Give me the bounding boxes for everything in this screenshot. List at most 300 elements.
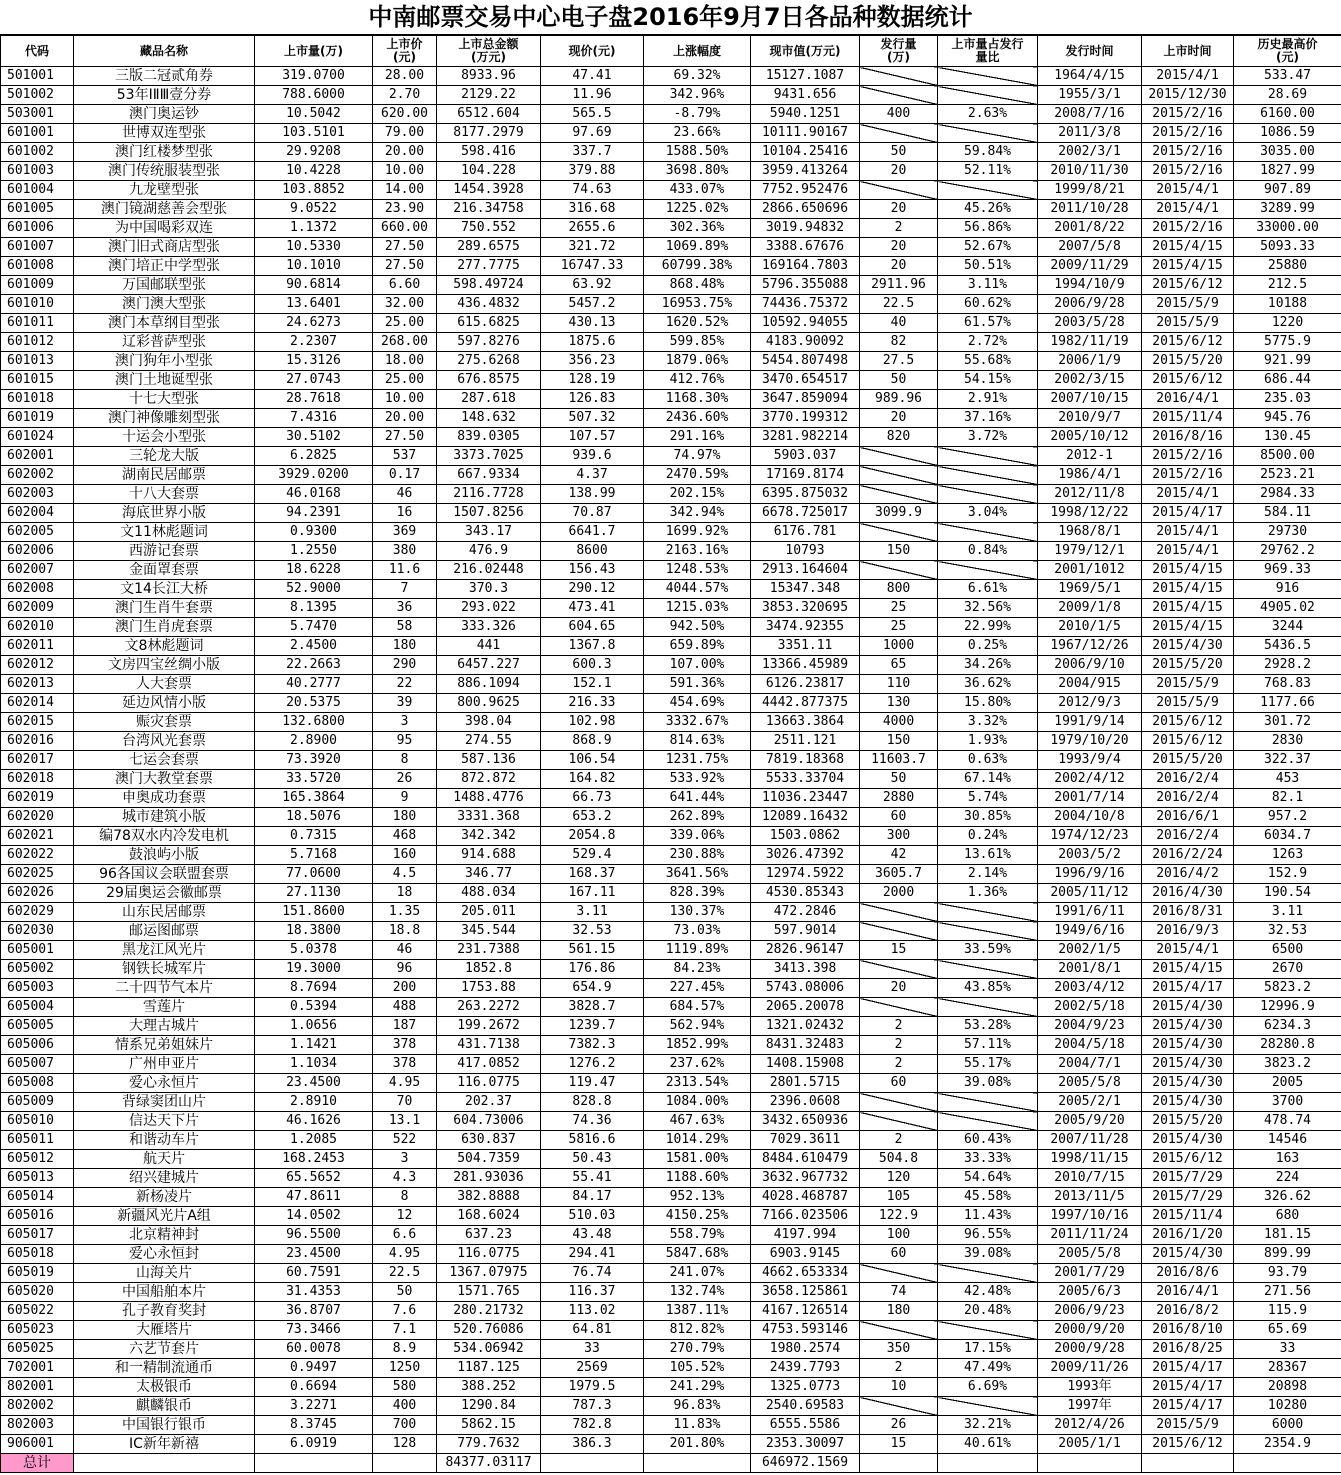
- cell-listing-ratio: 3.04%: [938, 504, 1038, 523]
- cell-current-price: 7382.3: [541, 1036, 644, 1055]
- cell-change-pct: 202.15%: [644, 485, 751, 504]
- cell-listing-qty: 103.8852: [255, 181, 373, 200]
- cell-market-value: 1321.02432: [751, 1017, 860, 1036]
- cell-issue-date: 2005/6/3: [1038, 1283, 1142, 1302]
- cell-change-pct: 2163.16%: [644, 542, 751, 561]
- cell-listing-date: 2015/4/17: [1142, 1378, 1234, 1397]
- cell-issue-date: 1993年: [1038, 1378, 1142, 1397]
- cell-listing-qty: 8.3745: [255, 1416, 373, 1435]
- cell-code: 605013: [1, 1169, 74, 1188]
- cell-listing-qty: 8.1395: [255, 599, 373, 618]
- table-row: [1, 618, 1341, 637]
- cell-item-name: 澳门澳大型张: [74, 295, 255, 314]
- cell-code: 601019: [1, 409, 74, 428]
- cell-issue-date: 2005/10/12: [1038, 428, 1142, 447]
- cell-issue-qty: 20: [860, 979, 938, 998]
- cell-listing-date: 2015/11/4: [1142, 1207, 1234, 1226]
- cell-current-price: 654.9: [541, 979, 644, 998]
- cell-listing-date: 2015/4/30: [1142, 1074, 1234, 1093]
- cell-change-pct: 1014.29%: [644, 1131, 751, 1150]
- cell-listing-date: 2015/4/1: [1142, 485, 1234, 504]
- cell-listing-ratio: 55.17%: [938, 1055, 1038, 1074]
- cell-market-value: 1408.15908: [751, 1055, 860, 1074]
- cell-change-pct: 942.50%: [644, 618, 751, 637]
- table-row: [1, 808, 1341, 827]
- cell-market-value: 4442.877375: [751, 694, 860, 713]
- cell-listing-date: 2016/4/1: [1142, 1283, 1234, 1302]
- cell-hist-high: 453: [1234, 770, 1341, 789]
- cell-listing-date: 2016/2/4: [1142, 827, 1234, 846]
- cell-listing-qty: 90.6814: [255, 276, 373, 295]
- cell-current-price: 70.87: [541, 504, 644, 523]
- cell-listing-qty: 132.6800: [255, 713, 373, 732]
- cell-issue-qty: [860, 447, 938, 466]
- cell-listing-amount: 1454.3928: [437, 181, 541, 200]
- table-row: [1, 371, 1341, 390]
- cell-code: 702001: [1, 1359, 74, 1378]
- cell-issue-date: 2003/4/12: [1038, 979, 1142, 998]
- cell-listing-qty: 29.9208: [255, 143, 373, 162]
- column-header: 现市值(万元): [751, 36, 860, 67]
- cell-hist-high: 6500: [1234, 941, 1341, 960]
- table-row: [1, 1169, 1341, 1188]
- table-row: [1, 390, 1341, 409]
- table-row: [1, 295, 1341, 314]
- cell-hist-high: 2523.21: [1234, 466, 1341, 485]
- cell-issue-date: 2012/9/3: [1038, 694, 1142, 713]
- cell-item-name: 澳门神像雕刻型张: [74, 409, 255, 428]
- cell-listing-ratio: 3.72%: [938, 428, 1038, 447]
- cell-issue-date: 2007/5/8: [1038, 238, 1142, 257]
- cell-market-value: 3019.94832: [751, 219, 860, 238]
- cell-item-name: 爱心永恒片: [74, 1074, 255, 1093]
- cell-code: 602011: [1, 637, 74, 656]
- cell-issue-date: 2009/11/29: [1038, 257, 1142, 276]
- cell-listing-price: 27.50: [373, 428, 437, 447]
- cell-change-pct: 1699.92%: [644, 523, 751, 542]
- total-listing-amount: 84377.03117: [437, 1454, 541, 1473]
- cell-listing-price: 46: [373, 485, 437, 504]
- cell-code: 602020: [1, 808, 74, 827]
- cell-issue-qty: 2000: [860, 884, 938, 903]
- cell-change-pct: 641.44%: [644, 789, 751, 808]
- table-row: [1, 352, 1341, 371]
- cell-item-name: 背绿窦团山片: [74, 1093, 255, 1112]
- cell-listing-date: 2016/8/2: [1142, 1302, 1234, 1321]
- cell-listing-date: 2016/8/16: [1142, 428, 1234, 447]
- cell-listing-qty: 77.0600: [255, 865, 373, 884]
- cell-listing-amount: 441: [437, 637, 541, 656]
- cell-issue-date: 2004/915: [1038, 675, 1142, 694]
- table-row: [1, 162, 1341, 181]
- cell-change-pct: 201.80%: [644, 1435, 751, 1454]
- cell-item-name: 广州申亚片: [74, 1055, 255, 1074]
- cell-listing-price: 380: [373, 542, 437, 561]
- cell-item-name: 中国银行银币: [74, 1416, 255, 1435]
- cell-listing-amount: 1507.8256: [437, 504, 541, 523]
- cell-hist-high: 2354.9: [1234, 1435, 1341, 1454]
- cell-listing-price: 290: [373, 656, 437, 675]
- cell-change-pct: 828.39%: [644, 884, 751, 903]
- cell-listing-amount: 202.37: [437, 1093, 541, 1112]
- cell-item-name: 九龙壁型张: [74, 181, 255, 200]
- cell-current-price: 97.69: [541, 124, 644, 143]
- cell-hist-high: 3.11: [1234, 903, 1341, 922]
- cell-code: 605016: [1, 1207, 74, 1226]
- cell-listing-qty: 1.1421: [255, 1036, 373, 1055]
- column-header: 藏品名称: [74, 36, 255, 67]
- column-header: 上市量(万): [255, 36, 373, 67]
- cell-issue-date: 2006/9/23: [1038, 1302, 1142, 1321]
- cell-issue-qty: [860, 466, 938, 485]
- cell-current-price: 1276.2: [541, 1055, 644, 1074]
- cell-listing-amount: 281.93036: [437, 1169, 541, 1188]
- cell-listing-ratio: 52.11%: [938, 162, 1038, 181]
- cell-issue-date: 1974/12/23: [1038, 827, 1142, 846]
- cell-listing-ratio: 60.43%: [938, 1131, 1038, 1150]
- cell-listing-qty: 5.7470: [255, 618, 373, 637]
- cell-listing-amount: 597.8276: [437, 333, 541, 352]
- cell-listing-date: 2015/7/29: [1142, 1169, 1234, 1188]
- cell-hist-high: 2928.2: [1234, 656, 1341, 675]
- cell-market-value: 3281.982214: [751, 428, 860, 447]
- cell-issue-date: 2007/11/28: [1038, 1131, 1142, 1150]
- cell-current-price: 33: [541, 1340, 644, 1359]
- cell-current-price: 321.72: [541, 238, 644, 257]
- cell-listing-qty: 60.7591: [255, 1264, 373, 1283]
- cell-listing-ratio: [938, 181, 1038, 200]
- cell-issue-qty: 50: [860, 143, 938, 162]
- cell-listing-qty: 27.0743: [255, 371, 373, 390]
- cell-current-price: 168.37: [541, 865, 644, 884]
- cell-issue-qty: 3099.9: [860, 504, 938, 523]
- cell-code: 605003: [1, 979, 74, 998]
- table-row: [1, 732, 1341, 751]
- cell-code: 601018: [1, 390, 74, 409]
- cell-current-price: 379.88: [541, 162, 644, 181]
- cell-item-name: 航天片: [74, 1150, 255, 1169]
- cell-code: 602015: [1, 713, 74, 732]
- cell-code: 602007: [1, 561, 74, 580]
- cell-change-pct: 659.89%: [644, 637, 751, 656]
- cell-listing-ratio: 57.11%: [938, 1036, 1038, 1055]
- cell-code: 602004: [1, 504, 74, 523]
- cell-item-name: 文房四宝丝绸小版: [74, 656, 255, 675]
- cell-listing-ratio: [938, 124, 1038, 143]
- cell-issue-date: 2004/9/23: [1038, 1017, 1142, 1036]
- cell-listing-price: 22.5: [373, 1264, 437, 1283]
- cell-listing-price: 12: [373, 1207, 437, 1226]
- cell-listing-amount: 8177.2979: [437, 124, 541, 143]
- cell-item-name: 西游记套票: [74, 542, 255, 561]
- cell-listing-amount: 1753.88: [437, 979, 541, 998]
- cell-code: 601013: [1, 352, 74, 371]
- cell-listing-price: 13.1: [373, 1112, 437, 1131]
- cell-code: 602026: [1, 884, 74, 903]
- cell-change-pct: 237.62%: [644, 1055, 751, 1074]
- cell-listing-ratio: 11.43%: [938, 1207, 1038, 1226]
- cell-market-value: 3474.92355: [751, 618, 860, 637]
- cell-listing-ratio: 1.93%: [938, 732, 1038, 751]
- cell-listing-date: 2015/4/15: [1142, 618, 1234, 637]
- cell-change-pct: 433.07%: [644, 181, 751, 200]
- cell-hist-high: 3289.99: [1234, 200, 1341, 219]
- cell-change-pct: 339.06%: [644, 827, 751, 846]
- cell-listing-price: 36: [373, 599, 437, 618]
- cell-listing-qty: 151.8600: [255, 903, 373, 922]
- cell-listing-qty: 2.8910: [255, 1093, 373, 1112]
- cell-item-name: 澳门奥运钞: [74, 105, 255, 124]
- cell-change-pct: 1225.02%: [644, 200, 751, 219]
- cell-hist-high: 32.53: [1234, 922, 1341, 941]
- cell-issue-date: 1986/4/1: [1038, 466, 1142, 485]
- cell-listing-price: 700: [373, 1416, 437, 1435]
- cell-current-price: 55.41: [541, 1169, 644, 1188]
- table-row: [1, 1264, 1341, 1283]
- table-row: [1, 181, 1341, 200]
- cell-issue-date: 2002/1/5: [1038, 941, 1142, 960]
- table-row: [1, 257, 1341, 276]
- cell-market-value: 3658.125861: [751, 1283, 860, 1302]
- table-row: [1, 1188, 1341, 1207]
- cell-market-value: 5796.355088: [751, 276, 860, 295]
- cell-listing-ratio: 67.14%: [938, 770, 1038, 789]
- cell-listing-price: 3: [373, 1150, 437, 1169]
- cell-current-price: 653.2: [541, 808, 644, 827]
- cell-change-pct: 107.00%: [644, 656, 751, 675]
- cell-item-name: 澳门生肖虎套票: [74, 618, 255, 637]
- cell-change-pct: 467.63%: [644, 1112, 751, 1131]
- cell-listing-amount: 839.0305: [437, 428, 541, 447]
- cell-hist-high: 533.47: [1234, 67, 1341, 86]
- cell-listing-price: 378: [373, 1055, 437, 1074]
- cell-market-value: 5533.33704: [751, 770, 860, 789]
- cell-listing-amount: 630.837: [437, 1131, 541, 1150]
- cell-listing-price: 4.3: [373, 1169, 437, 1188]
- cell-listing-ratio: 0.25%: [938, 637, 1038, 656]
- cell-current-price: 128.19: [541, 371, 644, 390]
- cell-item-name: 雪莲片: [74, 998, 255, 1017]
- cell-issue-qty: 2: [860, 1359, 938, 1378]
- cell-listing-ratio: 55.68%: [938, 352, 1038, 371]
- total-row: [1, 1454, 1341, 1473]
- cell-issue-qty: 400: [860, 105, 938, 124]
- cell-listing-date: 2016/2/24: [1142, 846, 1234, 865]
- cell-issue-qty: 2: [860, 1055, 938, 1074]
- cell-listing-qty: 0.9497: [255, 1359, 373, 1378]
- table-row: [1, 1321, 1341, 1340]
- cell-listing-amount: 263.2272: [437, 998, 541, 1017]
- cell-listing-ratio: 6.69%: [938, 1378, 1038, 1397]
- cell-code: 605017: [1, 1226, 74, 1245]
- cell-listing-ratio: 40.61%: [938, 1435, 1038, 1454]
- cell-item-name: 三版二冠贰角券: [74, 67, 255, 86]
- table-row: [1, 1017, 1341, 1036]
- cell-listing-ratio: 2.91%: [938, 390, 1038, 409]
- cell-listing-qty: 22.2663: [255, 656, 373, 675]
- cell-listing-date: 2015/5/20: [1142, 352, 1234, 371]
- cell-item-name: 申奥成功套票: [74, 789, 255, 808]
- cell-market-value: 7029.3611: [751, 1131, 860, 1150]
- cell-item-name: 大雁塔片: [74, 1321, 255, 1340]
- cell-listing-price: 160: [373, 846, 437, 865]
- cell-issue-date: 1997年: [1038, 1397, 1142, 1416]
- cell-listing-ratio: [938, 561, 1038, 580]
- cell-hist-high: 3035.00: [1234, 143, 1341, 162]
- cell-current-price: 167.11: [541, 884, 644, 903]
- cell-current-price: 6641.7: [541, 523, 644, 542]
- header-row: [1, 36, 1341, 67]
- cell-market-value: 3770.199312: [751, 409, 860, 428]
- cell-change-pct: 342.96%: [644, 86, 751, 105]
- cell-listing-ratio: 17.15%: [938, 1340, 1038, 1359]
- cell-item-name: 万国邮联型张: [74, 276, 255, 295]
- cell-code: 605007: [1, 1055, 74, 1074]
- cell-listing-date: 2015/6/12: [1142, 713, 1234, 732]
- cell-listing-ratio: 0.63%: [938, 751, 1038, 770]
- cell-issue-qty: 2880: [860, 789, 938, 808]
- cell-issue-qty: 300: [860, 827, 938, 846]
- cell-listing-price: 70: [373, 1093, 437, 1112]
- cell-listing-qty: 3.2271: [255, 1397, 373, 1416]
- cell-listing-qty: 8.7694: [255, 979, 373, 998]
- cell-code: 605008: [1, 1074, 74, 1093]
- cell-item-name: 为中国喝彩双连: [74, 219, 255, 238]
- cell-listing-price: 32.00: [373, 295, 437, 314]
- cell-code: 605020: [1, 1283, 74, 1302]
- cell-issue-date: 2010/9/7: [1038, 409, 1142, 428]
- column-header: 上市价 (元): [373, 36, 437, 67]
- cell-listing-amount: 1290.84: [437, 1397, 541, 1416]
- cell-listing-amount: 8933.96: [437, 67, 541, 86]
- cell-hist-high: 921.99: [1234, 352, 1341, 371]
- cell-current-price: 5457.2: [541, 295, 644, 314]
- cell-listing-ratio: 61.57%: [938, 314, 1038, 333]
- cell-item-name: 湖南民居邮票: [74, 466, 255, 485]
- cell-item-name: 澳门大教堂套票: [74, 770, 255, 789]
- cell-listing-ratio: 59.84%: [938, 143, 1038, 162]
- cell-market-value: 17169.8174: [751, 466, 860, 485]
- cell-hist-high: 6234.3: [1234, 1017, 1341, 1036]
- cell-code: 602022: [1, 846, 74, 865]
- cell-listing-amount: 1852.8: [437, 960, 541, 979]
- cell-issue-qty: 25: [860, 599, 938, 618]
- cell-listing-date: 2016/6/1: [1142, 808, 1234, 827]
- cell-issue-date: 2012/4/26: [1038, 1416, 1142, 1435]
- cell-current-price: 939.6: [541, 447, 644, 466]
- cell-listing-amount: 914.688: [437, 846, 541, 865]
- cell-listing-qty: 10.4228: [255, 162, 373, 181]
- cell-item-name: 澳门传统服装型张: [74, 162, 255, 181]
- total-empty-cell: [1142, 1454, 1234, 1473]
- cell-hist-high: 2984.33: [1234, 485, 1341, 504]
- cell-current-price: 152.1: [541, 675, 644, 694]
- total-label: 总计: [1, 1454, 74, 1473]
- cell-issue-date: 2013/11/5: [1038, 1188, 1142, 1207]
- cell-hist-high: 5775.9: [1234, 333, 1341, 352]
- cell-listing-qty: 20.5375: [255, 694, 373, 713]
- cell-issue-qty: [860, 124, 938, 143]
- cell-change-pct: 814.63%: [644, 732, 751, 751]
- cell-listing-price: 128: [373, 1435, 437, 1454]
- table-row: [1, 1093, 1341, 1112]
- cell-hist-high: 2670: [1234, 960, 1341, 979]
- cell-current-price: 164.82: [541, 770, 644, 789]
- cell-market-value: 12974.5922: [751, 865, 860, 884]
- cell-issue-qty: [860, 1264, 938, 1283]
- cell-issue-date: 2005/2/1: [1038, 1093, 1142, 1112]
- cell-current-price: 604.65: [541, 618, 644, 637]
- cell-issue-qty: [860, 181, 938, 200]
- cell-listing-qty: 18.5076: [255, 808, 373, 827]
- cell-hist-high: 4905.02: [1234, 599, 1341, 618]
- cell-market-value: 2511.121: [751, 732, 860, 751]
- cell-market-value: 3026.47392: [751, 846, 860, 865]
- cell-market-value: 472.2846: [751, 903, 860, 922]
- cell-hist-high: 82.1: [1234, 789, 1341, 808]
- cell-hist-high: 235.03: [1234, 390, 1341, 409]
- cell-change-pct: 558.79%: [644, 1226, 751, 1245]
- cell-change-pct: 868.48%: [644, 276, 751, 295]
- cell-item-name: 城市建筑小版: [74, 808, 255, 827]
- total-empty-cell: [74, 1454, 255, 1473]
- cell-listing-price: 268.00: [373, 333, 437, 352]
- table-row: [1, 599, 1341, 618]
- cell-issue-date: 2004/5/18: [1038, 1036, 1142, 1055]
- cell-item-name: 澳门生肖牛套票: [74, 599, 255, 618]
- cell-hist-high: 5823.2: [1234, 979, 1341, 998]
- cell-hist-high: 5436.5: [1234, 637, 1341, 656]
- cell-change-pct: 4150.25%: [644, 1207, 751, 1226]
- cell-listing-qty: 46.1626: [255, 1112, 373, 1131]
- cell-item-name: 澳门土地诞型张: [74, 371, 255, 390]
- cell-listing-price: 27.50: [373, 238, 437, 257]
- cell-listing-price: 3: [373, 713, 437, 732]
- cell-listing-amount: 676.8575: [437, 371, 541, 390]
- table-row: [1, 124, 1341, 143]
- cell-code: 601005: [1, 200, 74, 219]
- cell-issue-date: 1996/9/16: [1038, 865, 1142, 884]
- cell-item-name: 澳门培正中学型张: [74, 257, 255, 276]
- cell-hist-high: 20898: [1234, 1378, 1341, 1397]
- cell-change-pct: 74.97%: [644, 447, 751, 466]
- cell-listing-qty: 6.0919: [255, 1435, 373, 1454]
- cell-listing-price: 378: [373, 1036, 437, 1055]
- cell-issue-date: 2004/7/1: [1038, 1055, 1142, 1074]
- cell-change-pct: 23.66%: [644, 124, 751, 143]
- cell-listing-ratio: [938, 960, 1038, 979]
- cell-listing-amount: 116.0775: [437, 1245, 541, 1264]
- table-row: [1, 865, 1341, 884]
- cell-current-price: 529.4: [541, 846, 644, 865]
- cell-listing-qty: 1.1372: [255, 219, 373, 238]
- cell-code: 802001: [1, 1378, 74, 1397]
- table-row: [1, 466, 1341, 485]
- table-row: [1, 751, 1341, 770]
- cell-listing-qty: 103.5101: [255, 124, 373, 143]
- cell-listing-ratio: 33.59%: [938, 941, 1038, 960]
- cell-listing-date: 2016/9/3: [1142, 922, 1234, 941]
- cell-issue-qty: 20: [860, 200, 938, 219]
- total-empty-cell: [255, 1454, 373, 1473]
- cell-issue-qty: 120: [860, 1169, 938, 1188]
- cell-issue-qty: [860, 86, 938, 105]
- cell-change-pct: 84.23%: [644, 960, 751, 979]
- cell-listing-price: 79.00: [373, 124, 437, 143]
- cell-listing-date: 2015/2/16: [1142, 447, 1234, 466]
- cell-hist-high: 768.83: [1234, 675, 1341, 694]
- cell-listing-date: 2015/4/17: [1142, 504, 1234, 523]
